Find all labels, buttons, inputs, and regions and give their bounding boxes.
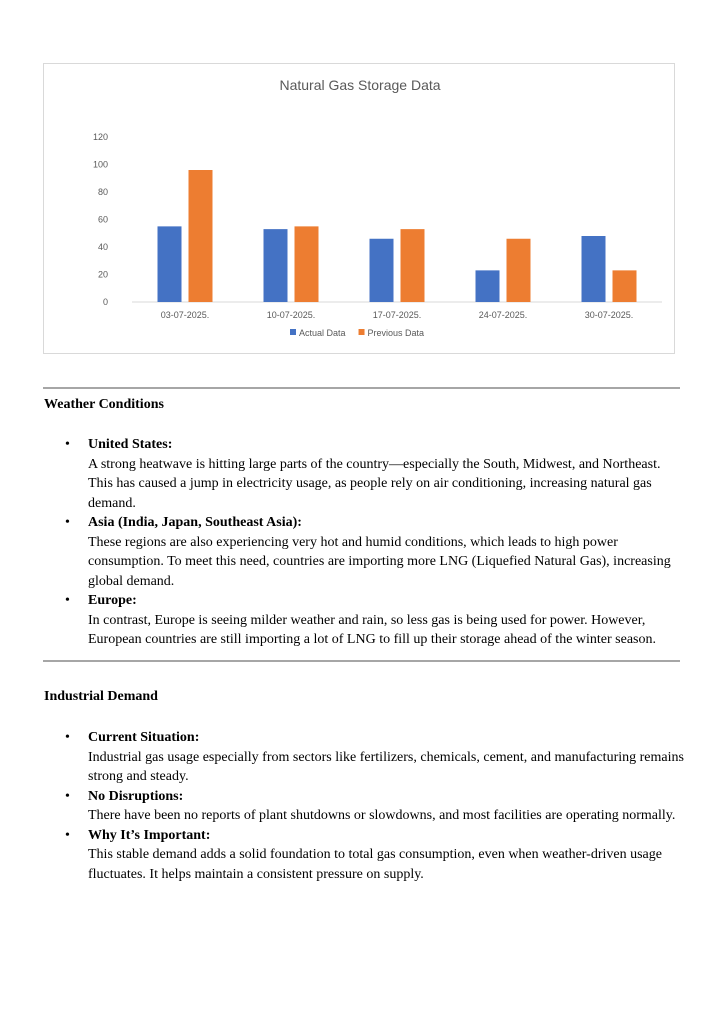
- section-divider: [43, 660, 680, 662]
- y-tick-label: 100: [92, 159, 108, 170]
- bar-actual-data: [370, 239, 394, 302]
- legend-swatch: [359, 329, 365, 335]
- chart-svg: [44, 64, 676, 355]
- industrial-list: [44, 728, 684, 884]
- legend-label: Previous Data: [367, 328, 425, 338]
- item-body: This stable demand adds a solid foundation to total gas consumption, even when weather-driven usage fluctuates. It helps maintain a consistent pressure on supply.: [88, 847, 662, 882]
- bar-previous-data: [613, 270, 637, 302]
- section-divider: [43, 387, 680, 389]
- item-heading: Europe:: [88, 593, 137, 608]
- legend-swatch: [290, 329, 296, 335]
- bar-actual-data: [158, 226, 182, 302]
- y-tick-label: 120: [92, 132, 108, 142]
- bullet-icon: •: [65, 593, 70, 608]
- item-heading: Why It’s Important:: [88, 827, 211, 843]
- bar-previous-data: [189, 170, 213, 302]
- item-body: Industrial gas usage especially from sectors like fertilizers, chemicals, cement, and manufacturing remains strong and steady.: [88, 749, 684, 784]
- x-tick-label: 17-07-2025.: [372, 310, 422, 320]
- item-body: In contrast, Europe is seeing milder weather and rain, so less gas is being used for power. However, European countries are still importing a lot of LNG to fill up their storage ahead of the winter season.: [88, 612, 657, 647]
- chart-title: Natural Gas Storage Data: [279, 77, 441, 93]
- x-tick-label: 10-07-2025.: [266, 310, 316, 320]
- y-tick-label: 0: [102, 297, 108, 307]
- y-tick-label: 60: [97, 214, 108, 225]
- y-tick-label: 20: [97, 269, 108, 280]
- item-heading: Asia (India, Japan, Southeast Asia):: [88, 515, 302, 530]
- bar-previous-data: [295, 226, 319, 302]
- list-item: [44, 513, 684, 591]
- weather-section-title: Weather Conditions: [44, 397, 164, 412]
- bullet-icon: •: [65, 437, 70, 452]
- item-body: A strong heatwave is hitting large parts of the country—especially the South, Midwest, and Northeast. This has caused a jump in electricity usage, as people rely on air conditioning, increasing natural gas demand.: [88, 456, 661, 511]
- list-item: [44, 728, 684, 787]
- industrial-section-title: Industrial Demand: [44, 689, 158, 704]
- bullet-icon: •: [65, 788, 70, 804]
- list-item: [44, 826, 684, 885]
- legend-label: Actual Data: [299, 328, 346, 338]
- item-heading: No Disruptions:: [88, 788, 184, 804]
- bar-actual-data: [582, 236, 606, 302]
- bar-previous-data: [507, 239, 531, 302]
- bullet-icon: •: [65, 827, 70, 843]
- y-tick-label: 80: [97, 187, 108, 197]
- item-body: There have been no reports of plant shutdowns or slowdowns, and most facilities are operating normally.: [88, 808, 676, 823]
- x-tick-label: 03-07-2025.: [160, 310, 210, 320]
- item-body: These regions are also experiencing very hot and humid conditions, which leads to high power consumption. To meet this need, countries are importing more LNG (Liquefied Natural Gas), increasing global demand.: [88, 534, 671, 589]
- x-tick-label: 30-07-2025.: [584, 310, 634, 320]
- x-tick-label: 24-07-2025.: [478, 310, 528, 320]
- bullet-icon: •: [65, 515, 70, 530]
- bar-actual-data: [264, 229, 288, 302]
- bar-previous-data: [401, 229, 425, 302]
- item-heading: Current Situation:: [88, 730, 200, 745]
- bar-chart: [43, 63, 675, 354]
- list-item: [44, 591, 684, 650]
- list-item: [44, 435, 684, 513]
- list-item: [44, 787, 684, 826]
- weather-list: [44, 435, 684, 650]
- y-tick-label: 40: [97, 242, 108, 252]
- bar-actual-data: [476, 270, 500, 302]
- item-heading: United States:: [88, 437, 173, 452]
- bullet-icon: •: [65, 730, 70, 745]
